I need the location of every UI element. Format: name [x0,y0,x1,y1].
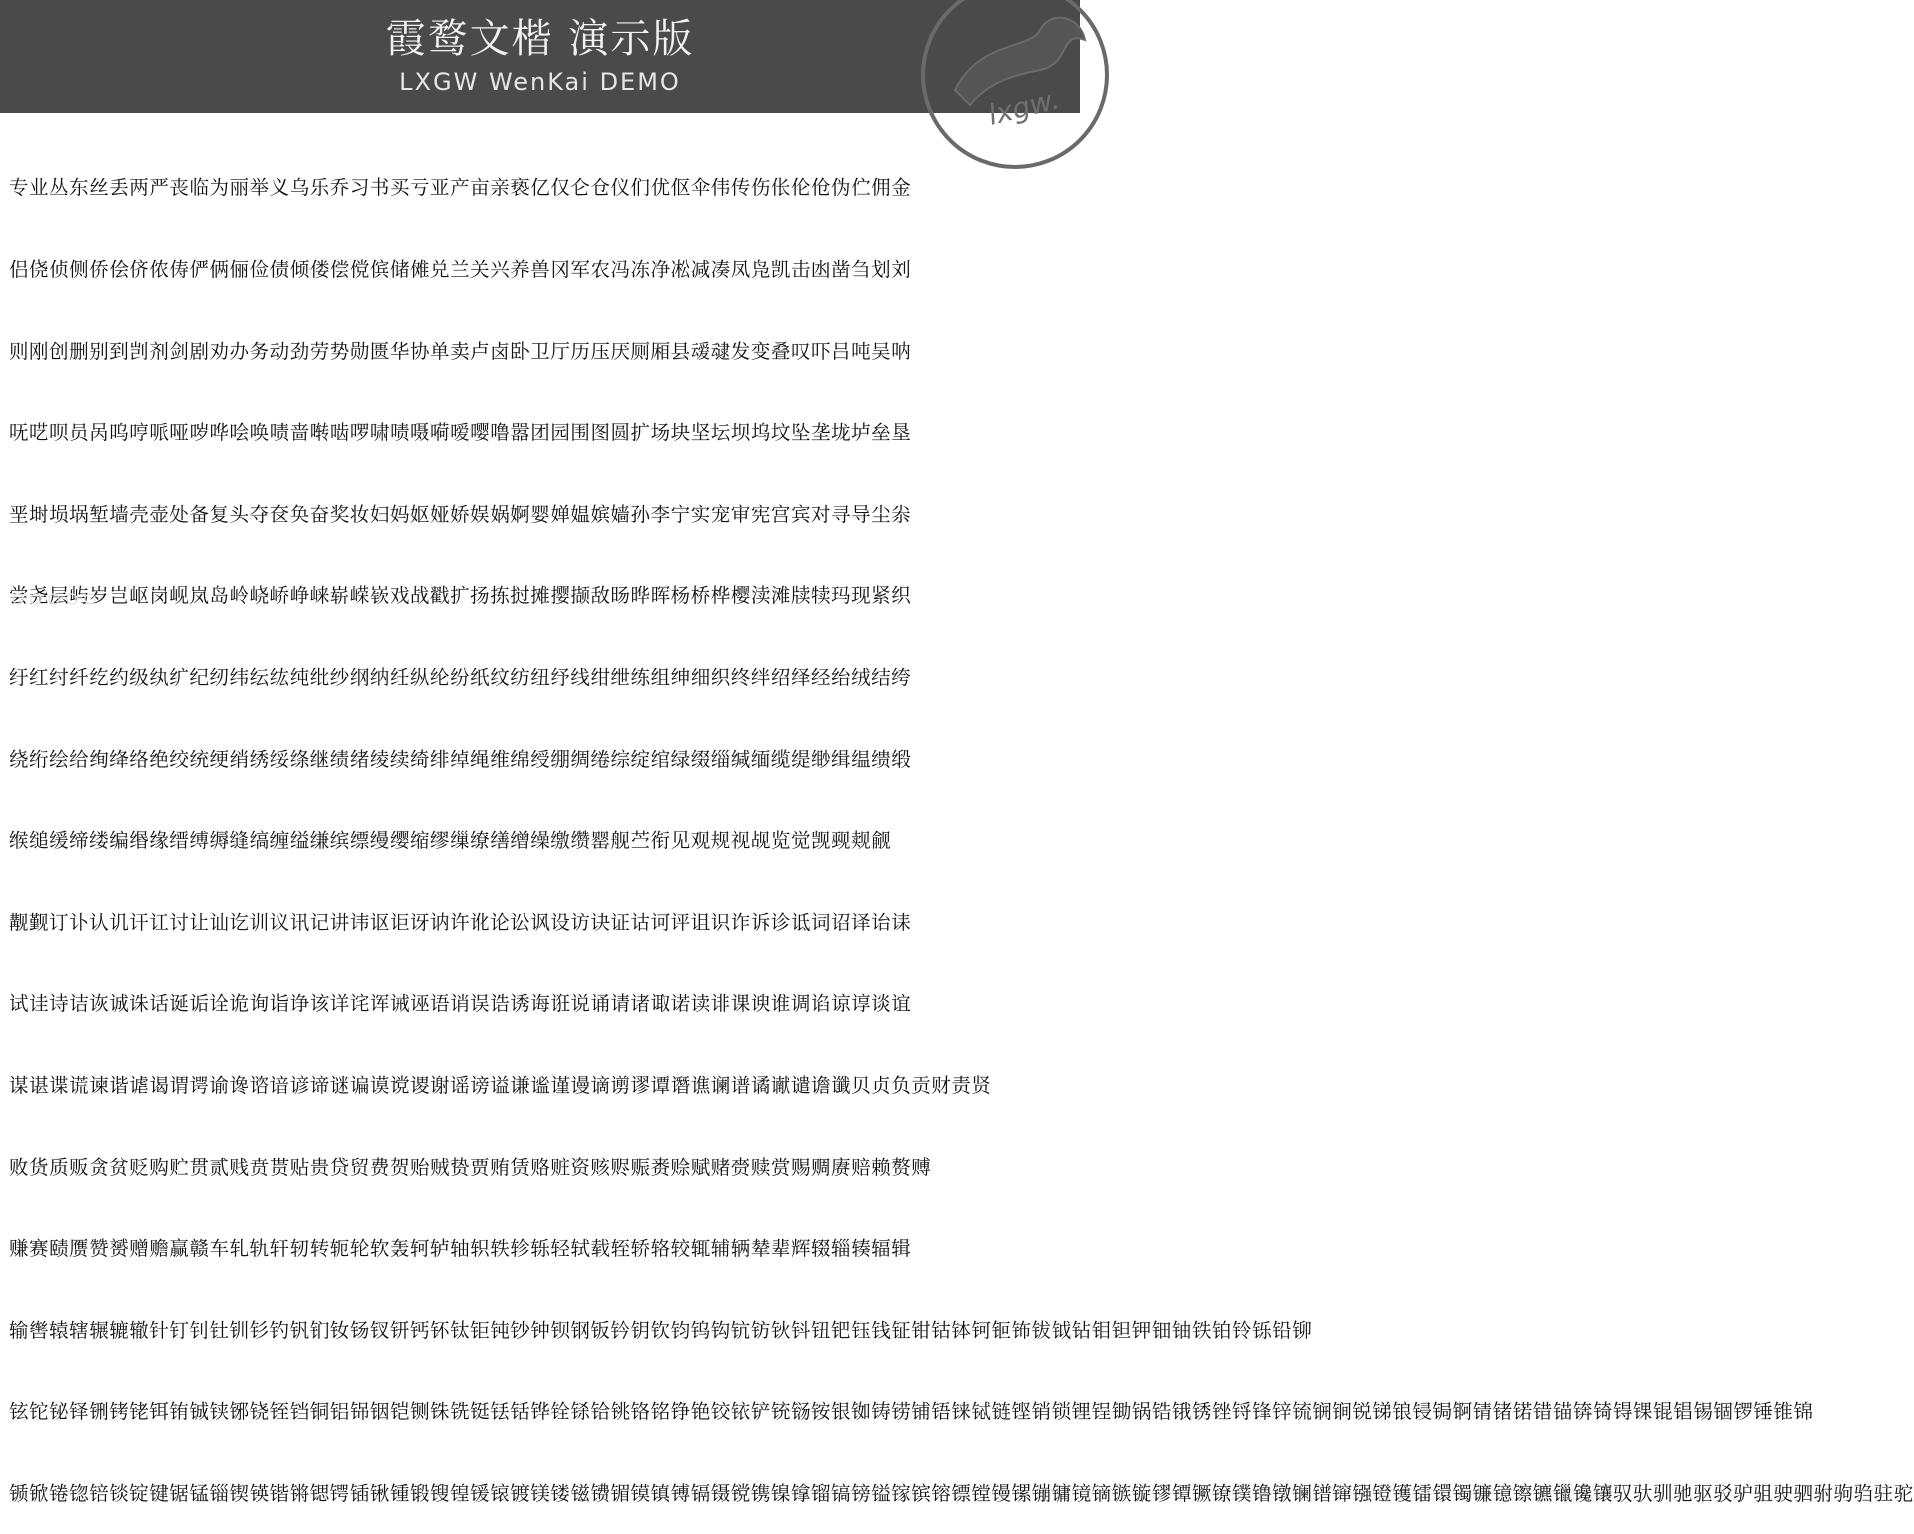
glyph-line: 纡红纣纤纥约级纨纩纪纫纬纭纮纯纰纱纲纳纴纵纶纷纸纹纺纽纾线绀绁练组绅细织终绊绍绎经绐绒结绔 [9,665,912,689]
glyph-line: 侣侥侦侧侨侩侪侬俦俨俩俪俭债倾偻偿傥傧储傩兑兰关兴养兽冈军农冯冻净凇减凑凤凫凯击凼凿刍划刘 [9,258,912,281]
glyph-line: 绕绗绘给绚绛络绝绞统绠绡绣绥绦继绩绪绫续绮绯绰绳维绵绶绷绸绻综绽绾绿缀缁缄缅缆缇缈缉缊缋缎 [9,747,912,771]
glyph-line: 输辔辕辖辗辘辙针钉钊钍钏钐钓钒钔钕钖钗钘钙钚钛钜钝钞钟钡钢钣钤钥钦钧钨钩钪钫钬钭钮钯钰钱钲钳钴钵钶钷钸钹钺钻钼钽钾钿铀铁铂铃铄铅铆 [9,1318,1313,1342]
glyph-line: 败货质贩贪贫贬购贮贯贰贱贲贳贴贵贷贸费贺贻贼贽贾贿赁赂赃资赅赆赈赉赊赋赌赍赎赏赐赒赓赔赖赘赙 [9,1155,932,1179]
glyph-line: 铉铊铋铎铏铐铑铒铕铖铗铘铙铚铛铜铝铞铟铠铡铢铣铤铥铦铧铨铩铪铫铬铭铮铯铰铱铲铳铴铵银铷铸铹铺铻铼铽链铿销锁锂锃锄锅锆锇锈锉锊锋锌锍锎锏锐锑锒锓锔锕锖锗锘错锚锛锜锝锞锟锠锡锢锣锤锥锦 [9,1400,1814,1424]
glyph-line: 赚赛赜赝赞赟赠赡赢赣车轧轨轩轫转轭轮软轰轲轳轴轵轶轸轹轻轼载轾轿辂较辄辅辆辇辈辉辍辎辏辐辑 [9,1237,912,1261]
glyph-line: 谋谌谍谎谏谐谑谒谓谔谕谗谘谙谚谛谜谝谟谠谡谢谣谤谥谦谧谨谩谪谫谬谭谮谯谰谱谲谳谴谵谶贝贞负贡财责贤 [9,1073,992,1097]
glyph-line: 则刚创删别到剀剂剑剧劝办务动劲劳势勋匮华协单卖卢卤卧卫厅历压厌厕厢县叆叇发变叠叹吓吕吨吴呐 [9,339,912,363]
glyph-sample-area [9,120,1914,1534]
glyph-line: 垩埘埙埚堑墙壳壶处备复头夺奁奂奋奖妆妇妈妪娅娇娱娲婀婴婵媪嫔嫱孙李宁实宠审宪宫宾对寻导尘尜 [9,502,912,526]
glyph-line: 觏觐订讣认讥讦讧讨让讪讫训议讯记讲讳讴讵讶讷许讹论讼讽设访诀证诂诃评诅识诈诉诊诋词诏译诒诔 [9,910,912,934]
glyph-line: 缑缒缓缔缕编缗缘缙缚缛缝缟缠缢缣缤缥缦缨缩缪缫缭缮缯缲缴缵罂舰苎衔见观规视觇览觉觊觋觌觎 [9,829,892,853]
page-title: 霞鹜文楷 演示版 [385,16,695,62]
page-subtitle: LXGW WenKai DEMO [399,68,681,96]
watermark-decoration-icon [10,592,160,606]
glyph-line: 尝尧层屿岁岂岖岗岘岚岛岭峣峤峥崃崭嵘嵚戏战戳扩扬拣挝摊撄撷敌旸晔晖杨桥桦樱渎滩牍犊玛现紧织 [9,584,912,608]
logo-text: lxgw. [984,82,1063,132]
glyph-line: 锧锨锩锪锫锬锭键锯锰锱锲锳锴锵锶锷锸锹锺锻锼锽锾锿镀镁镂镃镄镅镆镇镈镉镊镋镌镍镎镏镐镑镒镓镔镕镖镗镘镙镚镛镜镝镞镟镠镡镢镣镤镥镦镧镨镩镪镫镬镭镮镯镰镱镲镳镴镵镶驭驮驯驰驱驳驴驵驶驷驸驹驺驻驼 [9,1481,1914,1505]
glyph-line: 呒呓呗员呙呜哼哌哑哕哗哙唤啧啬啭啮啰啸啧嗫嗬嗳嘤噜嚣团园围图圆扩场块坚坛坝坞坟坠垄垅垆垒垦 [9,421,912,445]
glyph-line: 专业丛东丝丢两严丧临为丽举义乌乐乔习书买亏亚产亩亲亵亿仅仑仓仪们优伛伞伟传伤伥伦伧伪伫佣金 [9,176,912,200]
glyph-line: 试诖诗诘诙诚诛话诞诟诠诡询诣诤该详诧诨诫诬语诮误诰诱诲诳说诵请诸诹诺读诽课谀谁调谄谅谆谈谊 [9,992,912,1016]
title-banner [0,0,1080,132]
